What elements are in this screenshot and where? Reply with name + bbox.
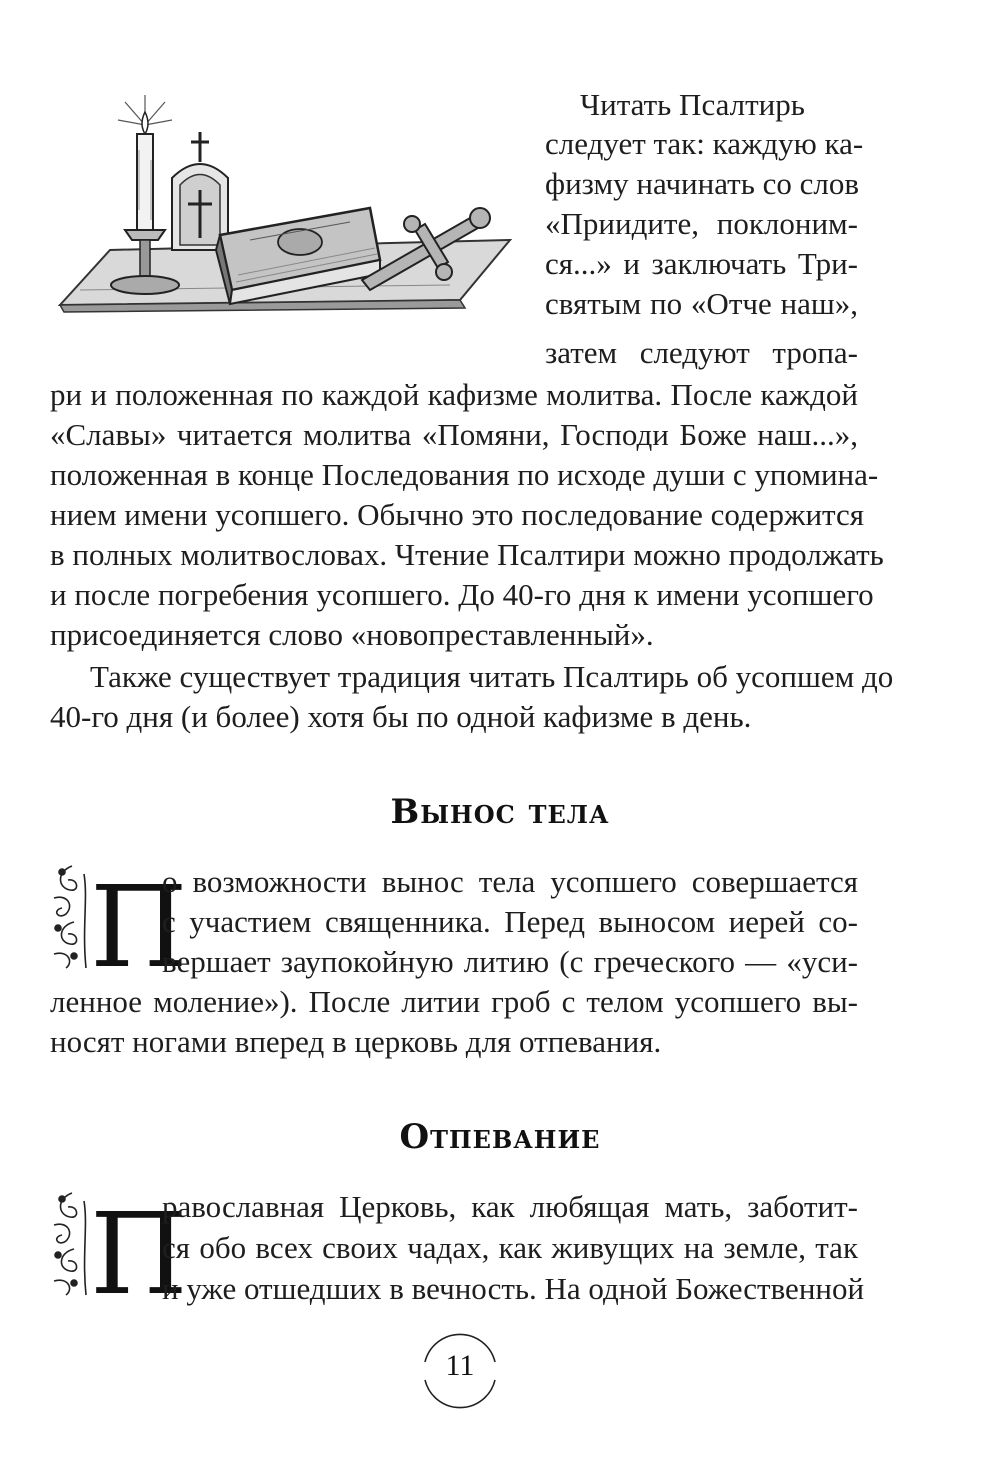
text-line: «Приидите, поклоним- [545,206,858,241]
text-line: ри и положенная по каждой кафизме молитва. После каждой [50,377,858,412]
altar-illustration [50,90,520,330]
text-line: святым по «Отче наш», [545,286,858,321]
section-heading: Вынос тела [390,792,610,832]
text-line: Читать Псалтирь [580,87,805,122]
text-line: нием имени усопшего. Обычно это последование содержится [50,497,864,532]
text-line: в полных молитвословах. Чтение Псалтири можно продолжать [50,537,884,572]
text-line: затем следуют тропа- [545,335,858,370]
drop-cap [44,858,188,993]
text-line: с участием священника. Перед выносом иерей со- [162,904,858,939]
text-line: ленное моление»). После литии гроб с телом усопшего вы- [50,984,858,1019]
text-line: физму начинать со слов [545,166,859,201]
drop-cap-letter: П [90,1190,188,1320]
page-number-text: 11 [445,1349,475,1382]
text-line: следует так: каждую ка- [545,126,864,161]
page-number [417,1330,503,1410]
text-line: вершает заупокойную литию (с греческого — «уси- [162,944,858,979]
drop-cap [44,1185,188,1320]
section-heading: Отпевание [399,1117,601,1157]
text-line: и после погребения усопшего. До 40-го дня к имени усопшего [50,577,874,612]
text-line: о возможности вынос тела усопшего совершается [162,864,858,899]
text-line: носят ногами вперед в церковь для отпевания. [50,1024,662,1059]
text-line: присоединяется слово «новопреставленный». [50,617,654,652]
text-line: Также существует традиция читать Псалтирь об усопшем до [90,659,894,694]
text-line: положенная в конце Последования по исходе души с упомина- [50,457,879,492]
text-line: ся...» и заключать Три- [545,246,858,281]
text-line: 40-го дня (и более) хотя бы по одной кафизме в день. [50,699,752,734]
text-line: и уже отшедших в вечность. На одной Божественной [162,1271,865,1306]
text-line: равославная Церковь, как любящая мать, заботит- [162,1189,858,1224]
text-line: «Славы» читается молитва «Помяни, Господи Боже наш...», [50,417,858,452]
text-line: ся обо всех своих чадах, как живущих на земле, так [162,1230,858,1265]
drop-cap-letter: П [90,863,188,993]
